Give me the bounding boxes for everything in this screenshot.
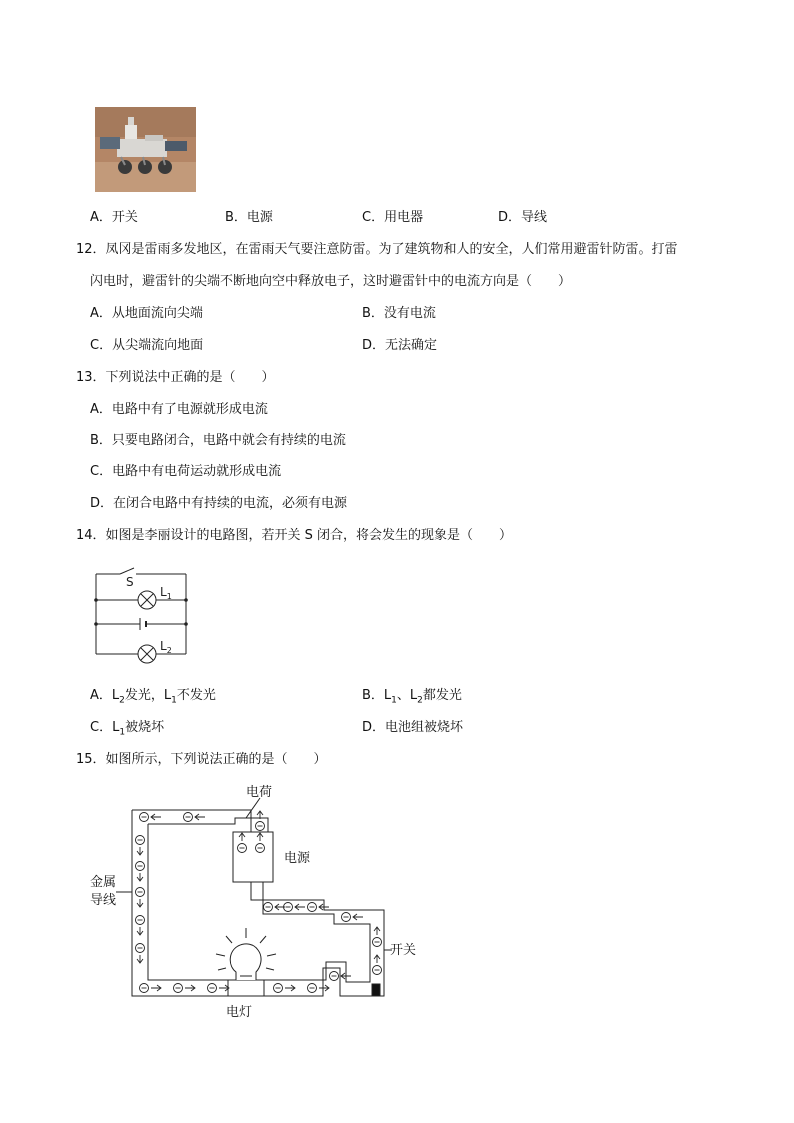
q15-switch-label: 开关 xyxy=(390,943,417,958)
q14-lamp1-label: $L_1$ xyxy=(160,585,172,601)
arrow-icon xyxy=(295,904,305,910)
q12-option-b[interactable]: B．没有电流 xyxy=(362,306,436,321)
q14-stem: 14．如图是李丽设计的电路图，若开关 S 闭合，将会发生的现象是（ ） xyxy=(76,528,513,543)
q14-circuit-diagram xyxy=(90,560,200,666)
arrow-icon xyxy=(151,985,161,991)
q13-option-b[interactable]: B．只要电路闭合，电路中就会有持续的电流 xyxy=(90,433,346,448)
q12-option-c[interactable]: C．从尖端流向地面 xyxy=(90,338,204,353)
q15-wire-label-line1: 金属 xyxy=(90,875,117,890)
rover-photo xyxy=(95,107,196,192)
q13-option-c[interactable]: C．电路中有电荷运动就形成电流 xyxy=(90,464,282,479)
arrow-icon xyxy=(185,985,195,991)
q12-option-a[interactable]: A．从地面流向尖端 xyxy=(90,306,203,321)
q11-option-c[interactable]: C．用电器 xyxy=(362,210,424,225)
arrow-icon xyxy=(151,814,161,820)
q15-wire-label-line2: 导线 xyxy=(90,893,117,908)
arrow-icon xyxy=(137,955,143,963)
arrow-icon xyxy=(137,899,143,907)
q14-lamp2-label: $L_2$ xyxy=(160,639,172,655)
arrow-icon xyxy=(319,985,329,991)
arrow-icon xyxy=(285,985,295,991)
arrow-icon xyxy=(137,873,143,881)
q11-option-d[interactable]: D．导线 xyxy=(498,210,548,225)
q15-circuit-diagram xyxy=(88,780,428,1020)
q14-option-b[interactable]: B．$L_1$、$L_2$都发光 xyxy=(362,688,462,706)
arrow-icon xyxy=(137,927,143,935)
arrow-icon xyxy=(275,904,285,910)
q12-stem-line2: 闪电时，避雷针的尖端不断地向空中释放电子，这时避雷针中的电流方向是（ ） xyxy=(90,274,572,289)
q14-switch-label: S xyxy=(126,575,134,589)
q14-junction-dot xyxy=(94,622,98,626)
arrow-icon xyxy=(374,927,380,935)
q15-source-label: 电源 xyxy=(284,851,311,866)
q14-option-a[interactable]: A．$L_2$发光，$L_1$不发光 xyxy=(90,688,216,706)
q11-option-b[interactable]: B．电源 xyxy=(225,210,273,225)
q15-charge-label: 电荷 xyxy=(246,785,273,800)
arrow-icon xyxy=(374,955,380,963)
q14-junction-dot xyxy=(184,598,188,602)
q13-option-a[interactable]: A．电路中有了电源就形成电流 xyxy=(90,402,268,417)
q11-option-a[interactable]: A．开关 xyxy=(90,210,138,225)
q14-junction-dot xyxy=(184,622,188,626)
q13-option-d[interactable]: D．在闭合电路中有持续的电流，必须有电源 xyxy=(90,496,348,511)
q14-junction-dot xyxy=(94,598,98,602)
arrow-icon xyxy=(195,814,205,820)
q12-stem-line1: 12．凤冈是雷雨多发地区，在雷雨天气要注意防雷。为了建筑物和人的安全，人们常用避雷针防雷。打雷 xyxy=(76,242,678,257)
q14-option-d[interactable]: D．电池组被烧坏 xyxy=(362,720,464,735)
q12-option-d[interactable]: D．无法确定 xyxy=(362,338,438,353)
arrow-icon xyxy=(137,847,143,855)
q14-option-c[interactable]: C．$L_1$被烧坏 xyxy=(90,720,165,738)
q15-lamp-label: 电灯 xyxy=(226,1005,253,1020)
q15-stem: 15．如图所示，下列说法正确的是（ ） xyxy=(76,752,327,767)
arrow-icon xyxy=(353,914,363,920)
q13-stem: 13．下列说法中正确的是（ ） xyxy=(76,370,275,385)
